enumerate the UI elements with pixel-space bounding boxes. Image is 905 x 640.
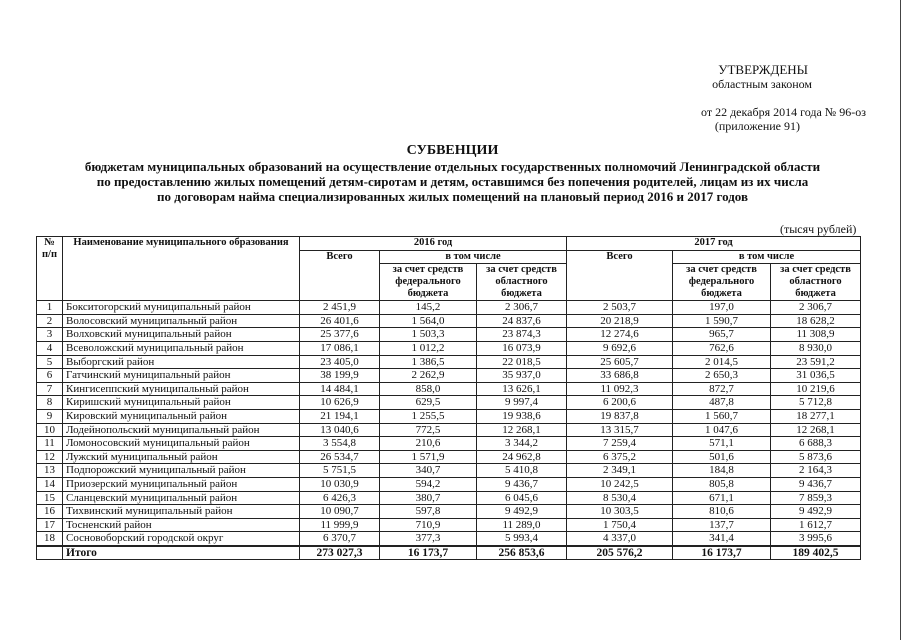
title-line-2: бюджетам муниципальных образований на осуществление отдельных государственных полномочий Ленинградской области xyxy=(84,159,821,174)
col-header-total-2016: Всего xyxy=(300,250,380,301)
federal-2017: 1 560,7 xyxy=(673,409,771,423)
federal-2016: 1 571,9 xyxy=(380,450,477,464)
total-row xyxy=(37,546,861,560)
total-2017: 2 503,7 xyxy=(567,301,673,315)
total-2017: 19 837,8 xyxy=(567,409,673,423)
total-2017: 8 530,4 xyxy=(567,491,673,505)
total-2017: 9 692,6 xyxy=(567,341,673,355)
col-header-incl-2017: в том числе xyxy=(673,250,861,264)
regional-2016: 35 937,0 xyxy=(477,369,567,383)
col-header-regional-2017: за счет средств областного бюджета xyxy=(771,264,861,301)
regional-2016: 23 874,3 xyxy=(477,328,567,342)
row-number xyxy=(37,546,63,560)
table-row xyxy=(37,532,861,546)
federal-2017: 2 014,5 xyxy=(673,355,771,369)
regional-2016: 24 962,8 xyxy=(477,450,567,464)
col-header-no: № п/п xyxy=(37,237,63,301)
municipality-name: Выборгский район xyxy=(63,355,300,369)
col-header-regional-2016: за счет средств областного бюджета xyxy=(477,264,567,301)
total-2017: 2 349,1 xyxy=(567,464,673,478)
row-number: 7 xyxy=(37,382,63,396)
federal-2016: 16 173,7 xyxy=(380,546,477,560)
regional-2016: 22 018,5 xyxy=(477,355,567,369)
regional-2017: 8 930,0 xyxy=(771,341,861,355)
municipality-name: Волховский муниципальный район xyxy=(63,328,300,342)
municipality-name: Бокситогорский муниципальный район xyxy=(63,301,300,315)
total-2017: 1 750,4 xyxy=(567,518,673,532)
municipality-name: Подпорожский муниципальный район xyxy=(63,464,300,478)
row-number: 10 xyxy=(37,423,63,437)
municipality-name: Лужский муниципальный район xyxy=(63,450,300,464)
total-2016: 38 199,9 xyxy=(300,369,380,383)
total-2017: 20 218,9 xyxy=(567,314,673,328)
row-number: 14 xyxy=(37,477,63,491)
title-line-3: по предоставлению жилых помещений детям-сиротам и детям, оставшимся без попечения родителей, лицам из их числа xyxy=(96,174,809,189)
total-2016: 3 554,8 xyxy=(300,437,380,451)
regional-2016: 19 938,6 xyxy=(477,409,567,423)
approval-stamp xyxy=(630,62,866,133)
total-2016: 26 401,6 xyxy=(300,314,380,328)
regional-2016: 6 045,6 xyxy=(477,491,567,505)
federal-2017: 805,8 xyxy=(673,477,771,491)
regional-2016: 2 306,7 xyxy=(477,301,567,315)
regional-2017: 23 591,2 xyxy=(771,355,861,369)
regional-2017: 1 612,7 xyxy=(771,518,861,532)
total-2016: 5 751,5 xyxy=(300,464,380,478)
regional-2017: 189 402,5 xyxy=(771,546,861,560)
table-row xyxy=(37,518,861,532)
total-2016: 273 027,3 xyxy=(300,546,380,560)
table-row xyxy=(37,505,861,519)
table-row xyxy=(37,423,861,437)
municipality-name: Киришский муниципальный район xyxy=(63,396,300,410)
row-number: 15 xyxy=(37,491,63,505)
total-2017: 10 242,5 xyxy=(567,477,673,491)
regional-2016: 9 997,4 xyxy=(477,396,567,410)
federal-2016: 594,2 xyxy=(380,477,477,491)
federal-2017: 810,6 xyxy=(673,505,771,519)
municipality-name: Сосновоборский городской округ xyxy=(63,532,300,546)
appendix-label: (приложение 91) xyxy=(714,119,800,133)
table-body xyxy=(37,301,861,560)
table-row xyxy=(37,314,861,328)
total-2017: 10 303,5 xyxy=(567,505,673,519)
table-row xyxy=(37,382,861,396)
federal-2017: 2 650,3 xyxy=(673,369,771,383)
federal-2017: 16 173,7 xyxy=(673,546,771,560)
col-header-2017: 2017 год xyxy=(567,237,861,251)
total-2017: 25 605,7 xyxy=(567,355,673,369)
municipality-name: Кингисеппский муниципальный район xyxy=(63,382,300,396)
row-number: 11 xyxy=(37,437,63,451)
table-row xyxy=(37,301,861,315)
total-2017: 4 337,0 xyxy=(567,532,673,546)
row-number: 4 xyxy=(37,341,63,355)
total-2016: 14 484,1 xyxy=(300,382,380,396)
total-2016: 2 451,9 xyxy=(300,301,380,315)
regional-2017: 10 219,6 xyxy=(771,382,861,396)
total-2017: 12 274,6 xyxy=(567,328,673,342)
total-2017: 7 259,4 xyxy=(567,437,673,451)
federal-2016: 340,7 xyxy=(380,464,477,478)
federal-2017: 872,7 xyxy=(673,382,771,396)
regional-2017: 6 688,3 xyxy=(771,437,861,451)
table-row xyxy=(37,437,861,451)
federal-2017: 184,8 xyxy=(673,464,771,478)
federal-2016: 858,0 xyxy=(380,382,477,396)
federal-2016: 377,3 xyxy=(380,532,477,546)
municipality-name: Тосненский район xyxy=(63,518,300,532)
total-2017: 11 092,3 xyxy=(567,382,673,396)
total-2016: 13 040,6 xyxy=(300,423,380,437)
total-2016: 10 030,9 xyxy=(300,477,380,491)
total-2016: 21 194,1 xyxy=(300,409,380,423)
row-number: 1 xyxy=(37,301,63,315)
federal-2016: 772,5 xyxy=(380,423,477,437)
total-2016: 11 999,9 xyxy=(300,518,380,532)
municipality-name: Кировский муниципальный район xyxy=(63,409,300,423)
municipality-name: Итого xyxy=(63,546,300,560)
col-header-federal-2017: за счет средств федерального бюджета xyxy=(673,264,771,301)
row-number: 5 xyxy=(37,355,63,369)
col-header-incl-2016: в том числе xyxy=(380,250,567,264)
federal-2017: 341,4 xyxy=(673,532,771,546)
col-header-name: Наименование муниципального образования xyxy=(63,237,300,301)
regional-2016: 9 492,9 xyxy=(477,505,567,519)
federal-2016: 1 503,3 xyxy=(380,328,477,342)
regional-2017: 5 712,8 xyxy=(771,396,861,410)
total-2017: 205 576,2 xyxy=(567,546,673,560)
federal-2016: 710,9 xyxy=(380,518,477,532)
regional-2017: 18 628,2 xyxy=(771,314,861,328)
municipality-name: Сланцевский муниципальный район xyxy=(63,491,300,505)
table-row xyxy=(37,369,861,383)
regional-2017: 9 492,9 xyxy=(771,505,861,519)
table-row xyxy=(37,355,861,369)
row-number: 13 xyxy=(37,464,63,478)
total-2016: 25 377,6 xyxy=(300,328,380,342)
regional-2016: 13 626,1 xyxy=(477,382,567,396)
federal-2016: 629,5 xyxy=(380,396,477,410)
title-line-4: по договорам найма специализированных жилых помещений на плановый период 2016 и 2017 годов xyxy=(157,189,748,204)
federal-2017: 571,1 xyxy=(673,437,771,451)
row-number: 12 xyxy=(37,450,63,464)
regional-2016: 3 344,2 xyxy=(477,437,567,451)
federal-2016: 1 564,0 xyxy=(380,314,477,328)
table-row xyxy=(37,477,861,491)
regional-2016: 9 436,7 xyxy=(477,477,567,491)
regional-2017: 18 277,1 xyxy=(771,409,861,423)
regional-2017: 5 873,6 xyxy=(771,450,861,464)
document-title xyxy=(0,143,905,204)
regional-2016: 11 289,0 xyxy=(477,518,567,532)
federal-2017: 137,7 xyxy=(673,518,771,532)
page-edge-line xyxy=(900,0,901,640)
row-number: 3 xyxy=(37,328,63,342)
total-2017: 6 375,2 xyxy=(567,450,673,464)
regional-2016: 5 410,8 xyxy=(477,464,567,478)
total-2017: 6 200,6 xyxy=(567,396,673,410)
federal-2016: 597,8 xyxy=(380,505,477,519)
federal-2016: 2 262,9 xyxy=(380,369,477,383)
municipality-name: Волосовский муниципальный район xyxy=(63,314,300,328)
total-2016: 10 626,9 xyxy=(300,396,380,410)
row-number: 16 xyxy=(37,505,63,519)
table-row xyxy=(37,409,861,423)
regional-2017: 9 436,7 xyxy=(771,477,861,491)
municipality-name: Ломоносовский муниципальный район xyxy=(63,437,300,451)
regional-2017: 2 306,7 xyxy=(771,301,861,315)
federal-2016: 1 386,5 xyxy=(380,355,477,369)
federal-2017: 1 590,7 xyxy=(673,314,771,328)
row-number: 18 xyxy=(37,532,63,546)
regional-2017: 3 995,6 xyxy=(771,532,861,546)
federal-2017: 197,0 xyxy=(673,301,771,315)
regional-2016: 16 073,9 xyxy=(477,341,567,355)
row-number: 8 xyxy=(37,396,63,410)
regional-2016: 5 993,4 xyxy=(477,532,567,546)
federal-2017: 1 047,6 xyxy=(673,423,771,437)
regional-2017: 12 268,1 xyxy=(771,423,861,437)
col-header-total-2017: Всего xyxy=(567,250,673,301)
row-number: 9 xyxy=(37,409,63,423)
total-2016: 26 534,7 xyxy=(300,450,380,464)
regional-2016: 24 837,6 xyxy=(477,314,567,328)
total-2016: 23 405,0 xyxy=(300,355,380,369)
subsidies-table xyxy=(36,236,861,560)
units-label: (тысяч рублей) xyxy=(780,222,857,236)
total-2016: 17 086,1 xyxy=(300,341,380,355)
municipality-name: Лодейнопольский муниципальный район xyxy=(63,423,300,437)
federal-2017: 671,1 xyxy=(673,491,771,505)
regional-2016: 12 268,1 xyxy=(477,423,567,437)
table-row xyxy=(37,396,861,410)
col-header-2016: 2016 год xyxy=(300,237,567,251)
federal-2017: 501,6 xyxy=(673,450,771,464)
table-row xyxy=(37,328,861,342)
row-number: 17 xyxy=(37,518,63,532)
regional-2017: 2 164,3 xyxy=(771,464,861,478)
total-2016: 10 090,7 xyxy=(300,505,380,519)
law-reference: от 22 декабря 2014 года № 96-оз xyxy=(700,105,866,119)
total-2016: 6 426,3 xyxy=(300,491,380,505)
total-2017: 13 315,7 xyxy=(567,423,673,437)
federal-2016: 380,7 xyxy=(380,491,477,505)
federal-2017: 487,8 xyxy=(673,396,771,410)
regional-2017: 11 308,9 xyxy=(771,328,861,342)
regional-2017: 31 036,5 xyxy=(771,369,861,383)
municipality-name: Приозерский муниципальный район xyxy=(63,477,300,491)
federal-2016: 1 255,5 xyxy=(380,409,477,423)
federal-2016: 1 012,2 xyxy=(380,341,477,355)
regional-2017: 7 859,3 xyxy=(771,491,861,505)
row-number: 6 xyxy=(37,369,63,383)
federal-2017: 762,6 xyxy=(673,341,771,355)
row-number: 2 xyxy=(37,314,63,328)
municipality-name: Тихвинский муниципальный район xyxy=(63,505,300,519)
table-row xyxy=(37,491,861,505)
table-row xyxy=(37,341,861,355)
federal-2017: 965,7 xyxy=(673,328,771,342)
federal-2016: 145,2 xyxy=(380,301,477,315)
total-2016: 6 370,7 xyxy=(300,532,380,546)
law-label: областным законом xyxy=(712,77,812,91)
total-2017: 33 686,8 xyxy=(567,369,673,383)
municipality-name: Всеволожский муниципальный район xyxy=(63,341,300,355)
approved-label: УТВЕРЖДЕНЫ xyxy=(718,62,808,77)
col-header-federal-2016: за счет средств федерального бюджета xyxy=(380,264,477,301)
title-line-1: СУБВЕНЦИИ xyxy=(406,143,499,158)
table-row xyxy=(37,464,861,478)
municipality-name: Гатчинский муниципальный район xyxy=(63,369,300,383)
regional-2016: 256 853,6 xyxy=(477,546,567,560)
table-row xyxy=(37,450,861,464)
federal-2016: 210,6 xyxy=(380,437,477,451)
